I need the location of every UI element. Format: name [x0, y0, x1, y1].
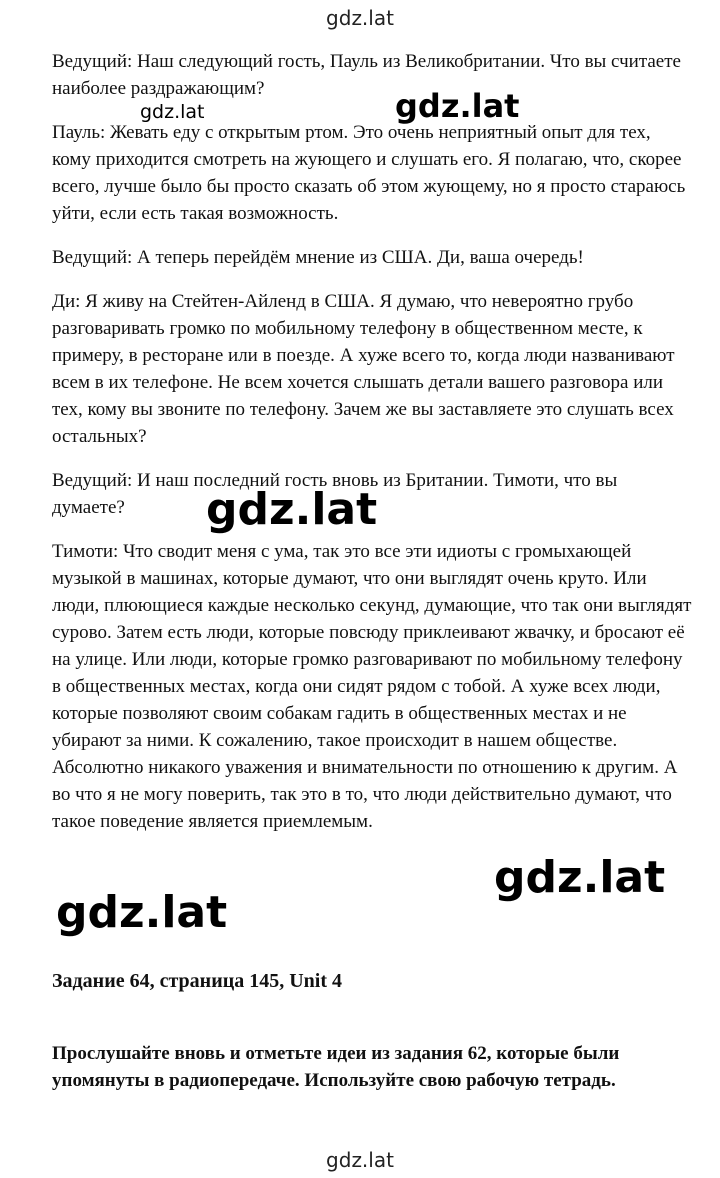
task-instruction: Прослушайте вновь и отметьте идеи из задания 62, которые были упомянуты в радиопередаче. Используйте свою рабочую тетрадь.	[52, 1043, 620, 1091]
paragraph-host-intro-dee: Ведущий: А теперь перейдём мнение из США. Ди, ваша очередь!	[52, 247, 584, 268]
watermark-bottom: gdz.lat	[326, 1148, 394, 1172]
watermark-large-center: gdz.lat	[206, 484, 378, 535]
paragraph-dee: Ди: Я живу на Стейтен-Айленд в США. Я думаю, что невероятно грубо разговаривать громко по мобильному телефону в общественном месте, к примеру, в ресторане или в поезде. А хуже всего то, когда люди названивают всем в их телефоне. Не всем хочется слышать детали вашего разговора или тех, кому вы звоните по телефону. Зачем же вы заставляете это слушать всех остальных?	[52, 291, 675, 447]
watermark-medium: gdz.lat	[395, 87, 520, 125]
paragraph-paul: Пауль: Жевать еду с открытым ртом. Это очень неприятный опыт для тех, кому приходится смотреть на жующего и слушать его. Я полагаю, что, скорее всего, лучше было бы просто сказать об этом жующему, но я просто стараюсь уйти, если есть такая возможность.	[52, 122, 686, 224]
dialogue-text	[52, 48, 692, 835]
watermark-small: gdz.lat	[140, 101, 205, 123]
paragraph-timothy: Тимоти: Что сводит меня с ума, так это все эти идиоты с громыхающей музыкой в машинах, которые думают, что они выглядят очень круто. Или люди, плюющиеся каждые несколько секунд, думающие, что так они выглядят сурово. Затем есть люди, которые повсюду приклеивают жвачку, и бросают её на улице. Или люди, которые громко разговаривают по мобильному телефону в общественных местах, когда они сидят рядом с тобой. А хуже всех люди, которые позволяют своим собакам гадить в общественных местах и не убирают за ними. К сожалению, такое происходит в нашем обществе. Абсолютно никакого уважения и внимательности по отношению к другим. А во что я не могу поверить, так это в то, что люди действительно думают, что такое поведение является приемлемым.	[52, 541, 692, 832]
watermark-large-left: gdz.lat	[56, 887, 228, 938]
watermark-top: gdz.lat	[326, 6, 394, 30]
paragraph-host-intro-paul: Ведущий: Наш следующий гость, Пауль из Великобритании. Что вы считаете наиболее раздражающим?	[52, 51, 681, 99]
task-heading: Задание 64, страница 145, Unit 4	[52, 970, 343, 992]
watermark-large-right: gdz.lat	[494, 852, 666, 903]
paragraph-host-intro-timothy: Ведущий: И наш последний гость вновь из Британии. Тимоти, что вы думаете?	[52, 470, 618, 518]
